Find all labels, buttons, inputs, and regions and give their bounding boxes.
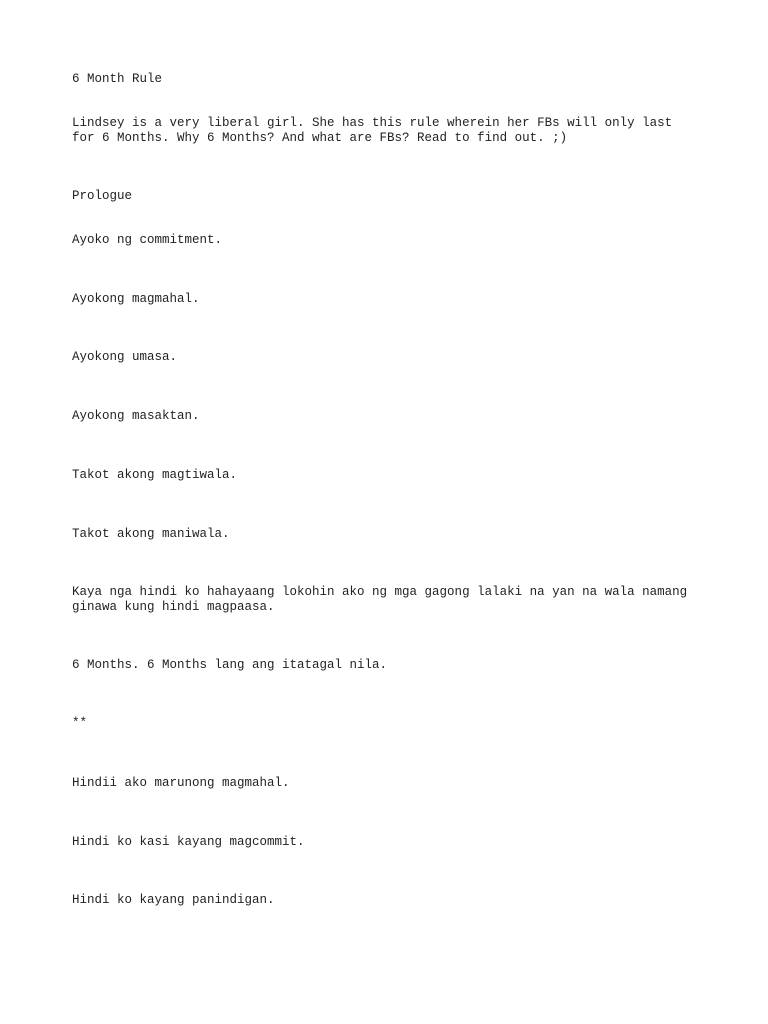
paragraph: Ayokong umasa. (72, 350, 178, 364)
kaya-paragraph-line-2: ginawa kung hindi magpaasa. (72, 600, 275, 614)
six-months-paragraph: 6 Months. 6 Months lang ang itatagal nila. (72, 658, 388, 672)
closing-paragraph: Hindi ko kayang panindigan. (72, 893, 275, 907)
kaya-paragraph-line-1: Kaya nga hindi ko hahayaang lokohin ako ng mga gagong lalaki na yan na wala namang (72, 585, 688, 599)
paragraph: Ayokong magmahal. (72, 292, 200, 306)
closing-paragraph: Hindi ko kasi kayang magcommit. (72, 835, 305, 849)
blurb-line-1: Lindsey is a very liberal girl. She has this rule wherein her FBs will only last (72, 116, 673, 130)
prologue-heading: Prologue (72, 189, 133, 203)
section-separator: ** (72, 716, 88, 730)
document-title: 6 Month Rule (72, 72, 163, 86)
paragraph: Takot akong magtiwala. (72, 468, 238, 482)
paragraph: Ayokong masaktan. (72, 409, 200, 423)
paragraph: Ayoko ng commitment. (72, 233, 223, 247)
closing-paragraph: Hindii ako marunong magmahal. (72, 776, 290, 790)
paragraph: Takot akong maniwala. (72, 527, 230, 541)
blurb-line-2: for 6 Months. Why 6 Months? And what are FBs? Read to find out. ;) (72, 131, 568, 145)
